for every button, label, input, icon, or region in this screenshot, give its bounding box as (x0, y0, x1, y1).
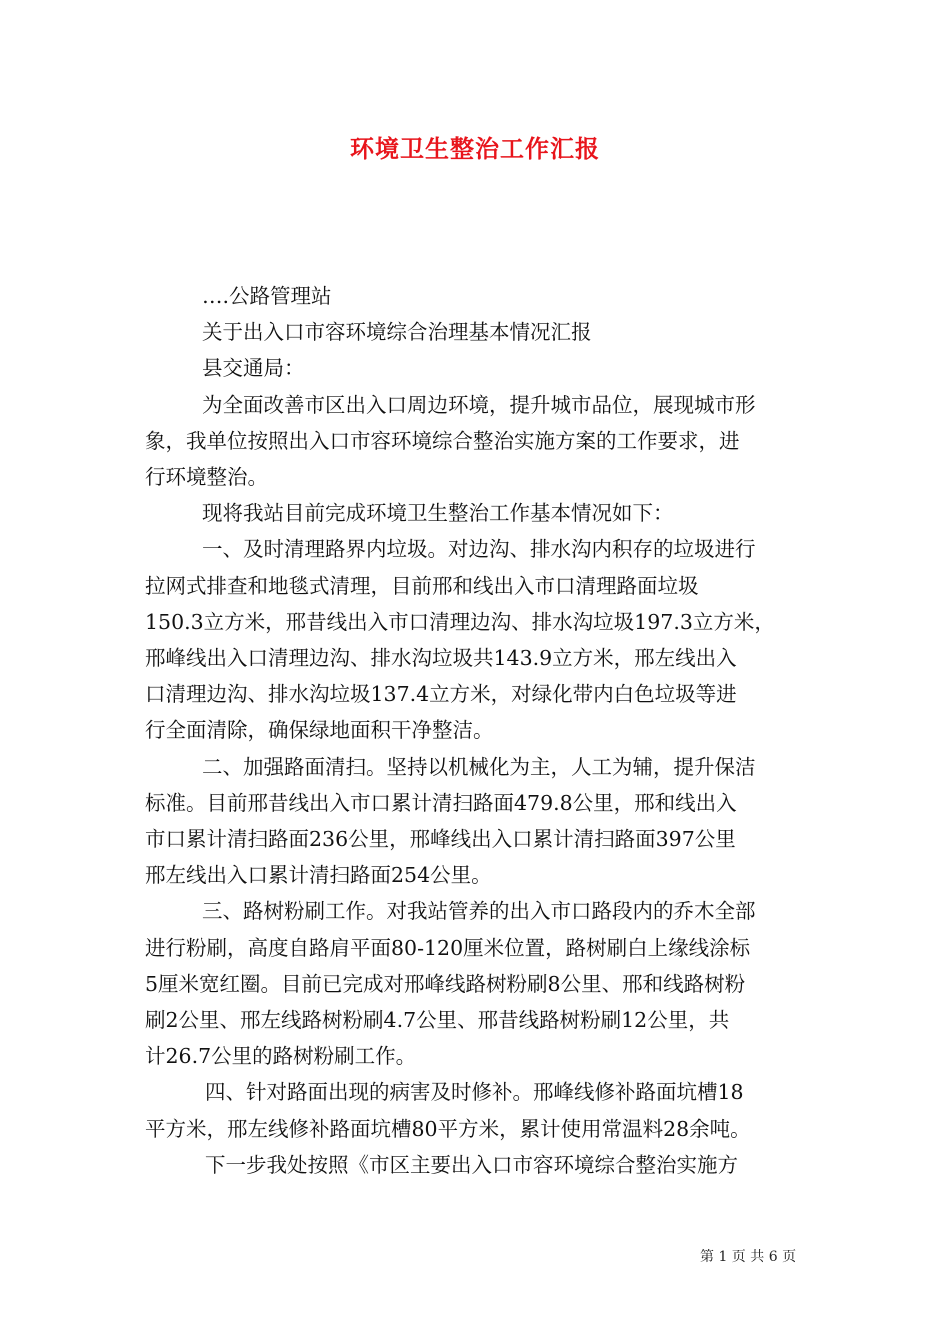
paragraph-one-line-3: 150.3立方米，邢昔线出入市口清理边沟、排水沟垃圾197.3立方米， (145, 609, 775, 634)
paragraph-four-line-1: 四、针对路面出现的病害及时修补。邢峰线修补路面坑槽18 (205, 1080, 744, 1105)
paragraph-three-line-3: 5厘米宽红圈。目前已完成对邢峰线路树粉刷8公里、邢和线路树粉 (145, 971, 746, 996)
paragraph-two-line-2: 标准。目前邢昔线出入市口累计清扫路面479.8公里，邢和线出入 (145, 790, 737, 815)
org-name-line: ….公路管理站 (202, 284, 332, 308)
paragraph-one-line-6: 行全面清除，确保绿地面积干净整洁。 (145, 718, 494, 743)
paragraph-two-line-4: 邢左线出入口累计清扫路面254公里。 (145, 863, 492, 888)
paragraph-intro-line-1: 为全面改善市区出入口周边环境，提升城市品位，展现城市形 (202, 392, 756, 417)
page-number-footer: 第 1 页 共 6 页 (700, 1249, 797, 1265)
report-subject-line: 关于出入口市容环境综合治理基本情况汇报 (202, 320, 592, 345)
paragraph-one-line-5: 口清理边沟、排水沟垃圾137.4立方米，对绿化带内白色垃圾等进 (145, 682, 737, 707)
paragraph-two-line-3: 市口累计清扫路面236公里，邢峰线出入口累计清扫路面397公里 (145, 827, 736, 852)
paragraph-three-line-1: 三、路树粉刷工作。对我站管养的出入市口路段内的乔木全部 (202, 899, 756, 924)
recipient-line: 县交通局： (202, 356, 305, 381)
paragraph-three-line-4: 刷2公里、邢左线路树粉刷4.7公里、邢昔线路树粉刷12公里，共 (145, 1008, 730, 1033)
paragraph-one-line-1: 一、及时清理路界内垃圾。对边沟、排水沟内积存的垃圾进行 (202, 537, 756, 562)
paragraph-next-step-line-1: 下一步我处按照《市区主要出入口市容环境综合整治实施方 (205, 1152, 738, 1177)
paragraph-summary-line: 现将我站目前完成环境卫生整治工作基本情况如下： (202, 501, 674, 526)
paragraph-two-line-1: 二、加强路面清扫。坚持以机械化为主，人工为辅，提升保洁 (202, 754, 756, 779)
paragraph-three-line-5: 计26.7公里的路树粉刷工作。 (145, 1044, 417, 1069)
paragraph-intro-line-3: 行环境整治。 (145, 465, 268, 490)
paragraph-four-line-2: 平方米，邢左线修补路面坑槽80平方米，累计使用常温料28余吨。 (145, 1116, 751, 1141)
paragraph-intro-line-2: 象，我单位按照出入口市容环境综合整治实施方案的工作要求，进 (145, 428, 740, 453)
paragraph-three-line-2: 进行粉刷，高度自路肩平面80-120厘米位置，路树刷白上缘线涂标 (145, 935, 751, 960)
paragraph-one-line-4: 邢峰线出入口清理边沟、排水沟垃圾共143.9立方米，邢左线出入 (145, 646, 737, 671)
paragraph-one-line-2: 拉网式排查和地毯式清理，目前邢和线出入市口清理路面垃圾 (145, 573, 699, 598)
document-title: 环境卫生整治工作汇报 (350, 134, 600, 163)
document-body (145, 278, 805, 1183)
